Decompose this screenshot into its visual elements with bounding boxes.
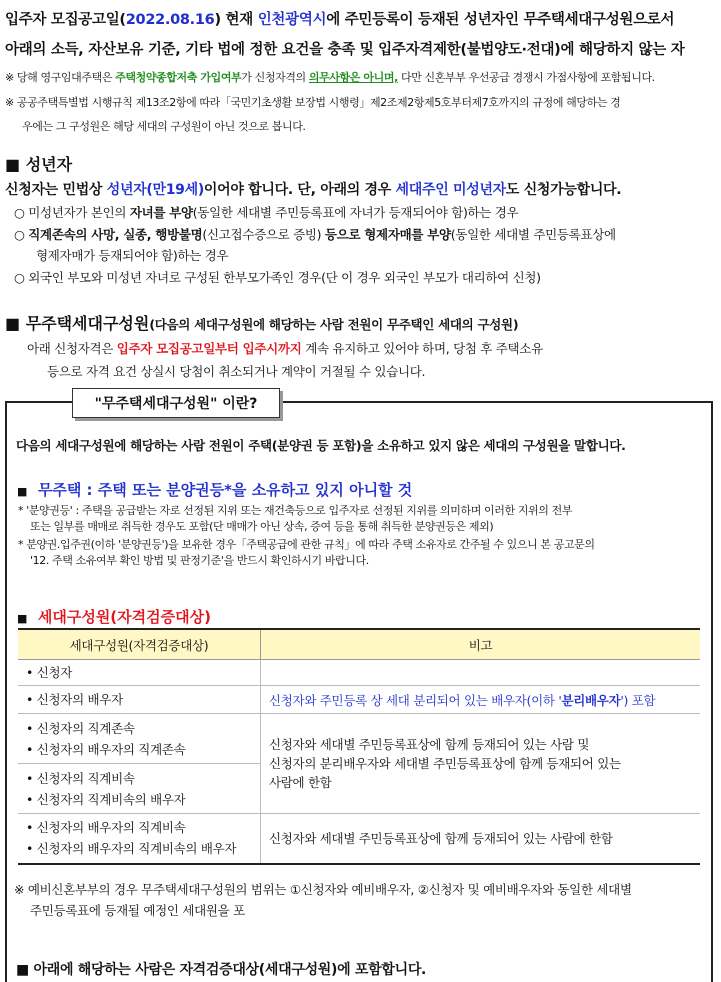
note-law-line-2: 우에는 그 구성원은 해당 세대의 구성원이 아닌 것으로 봅니다.	[22, 120, 306, 133]
adult-case-2	[14, 225, 616, 243]
note-cell	[261, 660, 701, 686]
note-cell	[261, 714, 701, 814]
heading-text: ■ 무주택세대구성원	[5, 314, 150, 333]
members-table	[18, 628, 700, 865]
note-line: 사람에 한함	[269, 775, 332, 790]
member-cell	[18, 686, 261, 714]
intro-text: ) 현재	[214, 12, 258, 28]
case-bold: 직계존속의 사망, 실종, 행방불명	[28, 227, 203, 242]
note-line: 신청자와 세대별 주민등록표상에 함께 등재되어 있는 사람 및	[269, 737, 590, 752]
adult-case-1	[14, 203, 518, 221]
note-text: ') 포함	[620, 692, 656, 708]
definition-box-label: "무주택세대구성원" 이란?	[72, 388, 280, 418]
intro-text: 에 주민등록이 등재된 성년자인 무주택세대구성원으로서	[326, 12, 675, 28]
table-row	[18, 660, 700, 686]
note-subscription	[5, 69, 655, 85]
note-law-line-1: ※ 공공주택특별법 시행규칙 제13조2항에 따라「국민기초생활 보장법 시행령」제2조제2항제5호부터제7호까지의 규정에 해당하는 경	[5, 96, 621, 109]
household-para-2: 등으로 자격 요건 상실시 당첨이 취소되거나 계약이 거절될 수 있습니다.	[47, 364, 426, 379]
member-spouse-descendant: • 신청자의 배우자의 직계비속	[26, 817, 252, 838]
adult-case-2-cont: 형제자매가 등재되어야 함)하는 경우	[36, 248, 229, 263]
note-line: 신청자의 분리배우자와 세대별 주민등록표상에 함께 등재되어 있는	[269, 756, 621, 771]
case-text: (동일한 세대별 주민등록표상에	[450, 227, 616, 242]
intro-line-1	[5, 8, 674, 29]
note-highlight: 주택청약종합저축 가입여부	[115, 71, 242, 84]
members-heading-text: 세대구성원(자격검증대상)	[37, 608, 211, 626]
definition-text: 다음의 세대구성원에 해당하는 사람 전원이 주택(분양권 등 포함)을 소유하고 있지 않은 세대의 구성원을 말합니다.	[16, 438, 626, 453]
table-header-row	[18, 629, 700, 660]
note-highlight: 의무사항은 아니며,	[308, 71, 398, 84]
footnote-1-line-1: * '분양권등' : 주택을 공급받는 자로 선정된 지위 또는 재건축등으로 입주자로 선정된 지위를 의미하며 이러한 지위의 전부	[18, 504, 573, 517]
para-text: 아래 신청자격은	[27, 341, 117, 356]
included-heading: ■ 아래에 해당하는 사람은 자격검증대상(세대구성원)에 포함합니다.	[16, 962, 427, 978]
member-spouse: • 신청자의 배우자	[26, 689, 252, 710]
no-house-heading	[17, 479, 412, 500]
members-heading	[17, 606, 211, 627]
square-bullet-icon: ■	[17, 485, 28, 498]
city-name: 인천광역시	[257, 12, 327, 28]
member-descendant-spouse: • 신청자의 직계비속의 배우자	[26, 789, 252, 810]
case-text: ○	[14, 227, 29, 242]
intro-line-2: 아래의 소득, 자산보유 기준, 기타 법에 정한 요건을 충족 및 입주자격제한(불법양도·전대)에 해당하지 않는 자	[5, 42, 685, 58]
note-bold: 분리배우자	[561, 692, 621, 708]
member-cell	[18, 660, 261, 686]
member-cell	[18, 814, 261, 864]
note-cell	[261, 686, 701, 714]
household-para-1	[27, 339, 543, 357]
footnote-2-line-2: '12. 주택 소유여부 확인 방법 및 판정기준'을 반드시 확인하시기 바랍니다.	[30, 554, 369, 567]
lead-text: 도 신청가능합니다.	[505, 182, 622, 198]
adult-case-3: ○ 외국인 부모와 미성년 자녀로 구성된 한부모가족인 경우(단 이 경우 외국인 부모가 대리하여 신청)	[14, 270, 541, 285]
no-house-text: 무주택 : 주택 또는 분양권등*을 소유하고 있지 아니할 것	[37, 481, 413, 499]
note-text: 가 신청자격의	[241, 71, 309, 84]
table-row	[18, 814, 700, 864]
table-row	[18, 686, 700, 714]
member-cell	[18, 714, 261, 764]
note-cell: 신청자와 세대별 주민등록표상에 함께 등재되어 있는 사람에 한함	[261, 814, 701, 864]
note-text: ※ 당해 영구임대주택은	[5, 71, 116, 84]
heading-sub: (다음의 세대구성원에 해당하는 사람 전원이 무주택인 세대의 구성원)	[149, 317, 519, 332]
para-text: 계속 유지하고 있어야 하며, 당첨 후 주택소유	[301, 341, 543, 356]
announcement-date: 2022.08.16	[125, 12, 215, 28]
case-bold: 등으로 형제자매를 부양	[324, 227, 451, 242]
square-bullet-icon: ■	[17, 612, 28, 625]
household-heading	[5, 311, 518, 334]
intro-text: 입주자 모집공고일(	[5, 12, 126, 28]
case-text: (동일한 세대별 주민등록표에 자녀가 등재되어야 함)하는 경우	[192, 205, 519, 220]
case-text: (신고접수증으로 증빙)	[202, 227, 325, 242]
case-text: ○ 미성년자가 본인의	[14, 205, 130, 220]
lead-highlight: 세대주인 미성년자	[395, 182, 506, 198]
para-highlight: 입주자 모집공고일부터 입주시까지	[116, 341, 302, 356]
member-descendant: • 신청자의 직계비속	[26, 768, 252, 789]
footnote-2-line-1: * 분양권.입주권(이하 '분양권등')을 보유한 경우「주택공급에 관한 규칙」에 따라 주택 소유자로 간주될 수 있으니 본 공고문의	[18, 538, 595, 551]
bottom-note-line-2: 주민등록표에 등재될 예정인 세대원을 포	[30, 903, 245, 918]
table-header-members: 세대구성원(자격검증대상)	[18, 629, 261, 660]
table-header-note: 비고	[261, 629, 701, 660]
member-ascendant: • 신청자의 직계존속	[26, 718, 252, 739]
member-spouse-descendant-spouse: • 신청자의 배우자의 직계비속의 배우자	[26, 838, 252, 859]
footnote-1-line-2: 또는 일부를 매매로 취득한 경우도 포함(단 매매가 아닌 상속, 증여 등을 통해 취득한 분양권등은 제외)	[30, 520, 494, 533]
adult-lead	[5, 179, 621, 199]
lead-highlight: 성년자(만19세)	[106, 182, 204, 198]
note-text: 다만 신혼부부 우선공급 경쟁시 가점사항에 포함됩니다.	[397, 71, 655, 84]
member-spouse-ascendant: • 신청자의 배우자의 직계존속	[26, 739, 252, 760]
bottom-note-line-1: ※ 예비신혼부부의 경우 무주택세대구성원의 범위는 ①신청자와 예비배우자, ②신청자 및 예비배우자와 동일한 세대별	[14, 882, 632, 897]
lead-text: 이어야 합니다. 단, 아래의 경우	[203, 182, 396, 198]
lead-text: 신청자는 민법상	[5, 182, 107, 198]
table-row	[18, 714, 700, 764]
member-cell	[18, 764, 261, 814]
note-text: 신청자와 주민등록 상 세대 분리되어 있는 배우자(이하 '	[269, 692, 562, 708]
case-bold: 자녀를 부양	[129, 205, 193, 220]
adult-heading: ■ 성년자	[5, 155, 73, 174]
member-applicant: • 신청자	[26, 662, 252, 683]
